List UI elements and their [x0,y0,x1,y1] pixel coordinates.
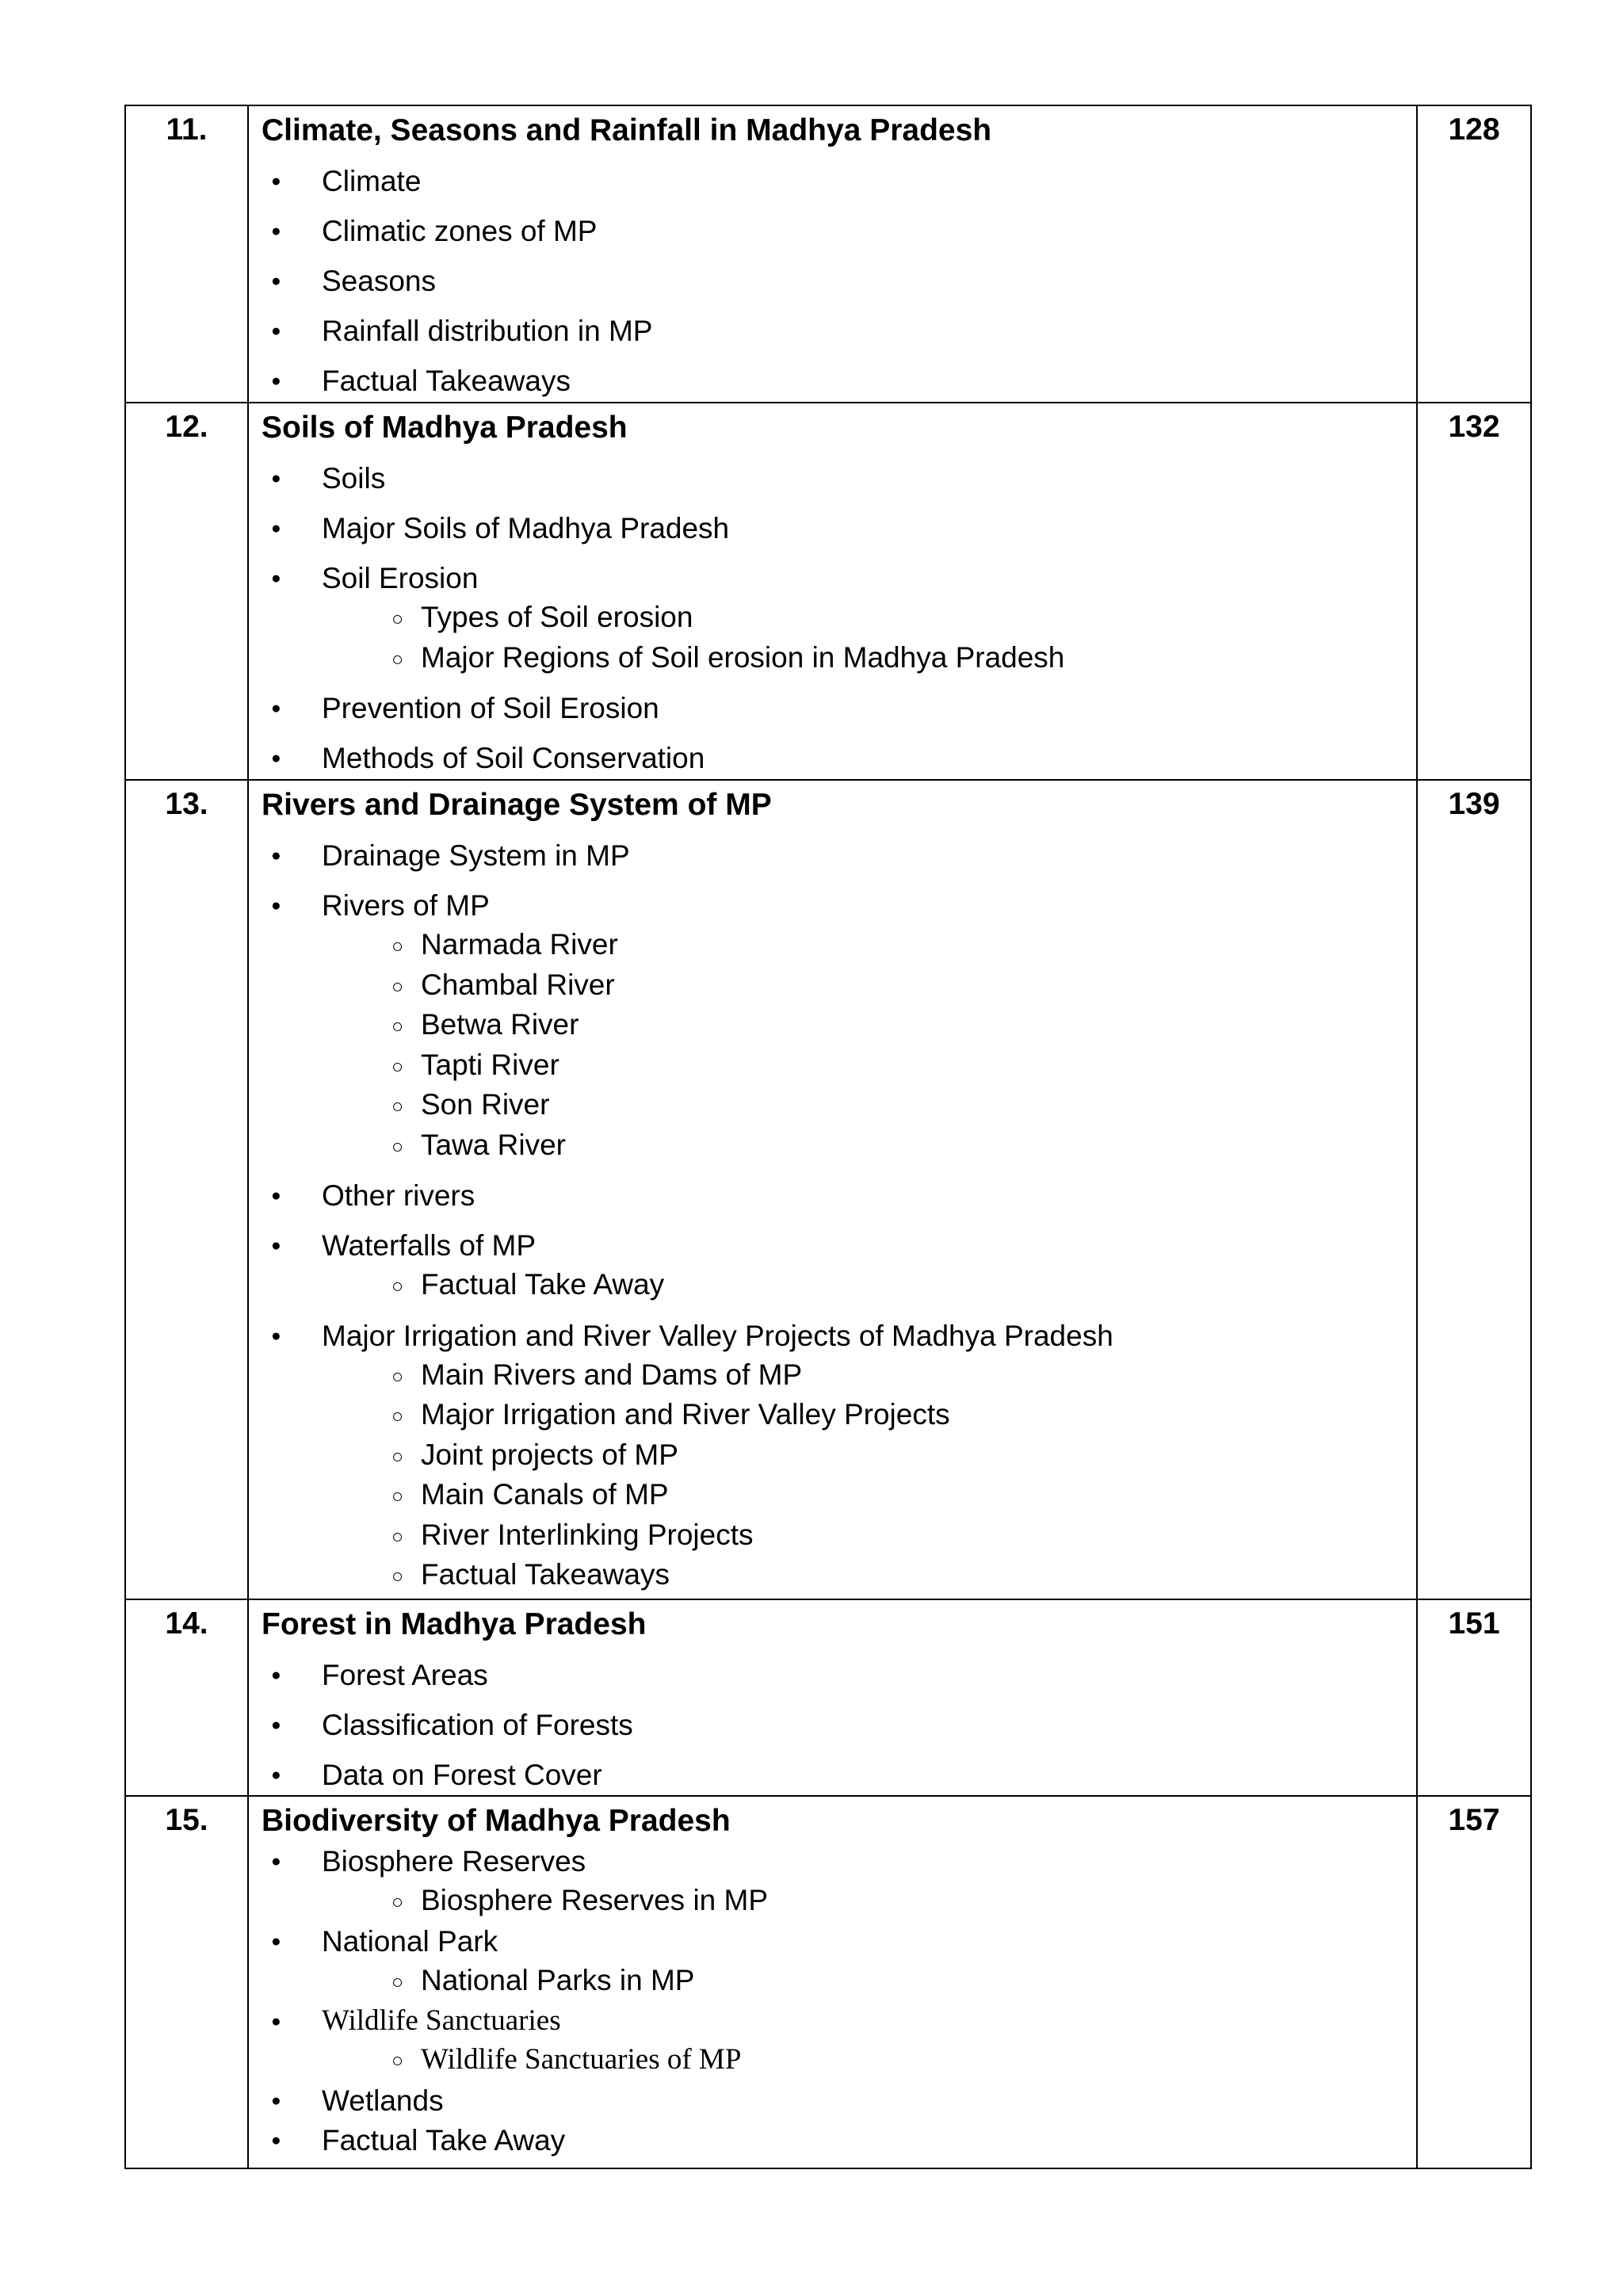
topic-item [262,2002,1408,2080]
toc-row [125,403,1531,780]
page-number: 157 [1417,1796,1531,2168]
subtopic-item: ○ Wildlife Sanctuaries of MP [322,2040,1408,2080]
topic-item [262,262,1408,300]
subtopic-item: ○ National Parks in MP [322,1961,1408,2001]
section-title: Biodiversity of Madhya Pradesh [262,1804,731,1838]
topic-item [262,1756,1408,1794]
toc-row [125,780,1531,1599]
toc-row [125,1599,1531,1796]
topic-label: Climate [322,165,422,197]
topic-label: Drainage System in MP [322,839,630,872]
topic-item [262,2082,1408,2120]
topic-list [262,460,1408,777]
topic-label: Classification of Forests [322,1709,633,1741]
topic-label: Factual Takeaways [322,365,571,397]
topic-item [262,162,1408,201]
subtopic-item: ○ Biosphere Reserves in MP [322,1881,1408,1921]
subtopic-item: ○ Son River [322,1085,1408,1125]
topic-label: Soils [322,462,386,495]
subtopic-item: ○ Main Rivers and Dams of MP [322,1355,1408,1396]
subtopic-item: ○ Betwa River [322,1005,1408,1045]
topic-list [262,1843,1408,2160]
section-title: Climate, Seasons and Rainfall in Madhya Pradesh [262,113,992,147]
topic-label: Methods of Soil Conservation [322,742,705,774]
subtopic-item: ○ Factual Takeaways [322,1555,1408,1595]
topic-label: Major Irrigation and River Valley Projects of Madhya Pradesh [322,1319,1113,1352]
topic-item [262,312,1408,350]
topic-item [262,887,1408,1165]
subtopic-item: ○ Types of Soil erosion [322,598,1408,638]
subtopic-item: ○ Major Regions of Soil erosion in Madhya Pradesh [322,638,1408,678]
subtopic-item: ○ Narmada River [322,925,1408,965]
topic-label: Prevention of Soil Erosion [322,692,659,724]
section-title: Forest in Madhya Pradesh [262,1607,647,1641]
page-number: 132 [1417,403,1531,780]
topic-label: Data on Forest Cover [322,1759,602,1791]
topic-item [262,510,1408,548]
section-title: Soils of Madhya Pradesh [262,411,628,445]
topic-item [262,1656,1408,1694]
subtopic-list [322,925,1408,1165]
subtopic-list [322,1355,1408,1595]
page-number: 139 [1417,780,1531,1599]
topic-list [262,837,1408,1595]
section-content [248,1599,1417,1796]
subtopic-item: ○ Factual Take Away [322,1265,1408,1305]
subtopic-item: ○ Tapti River [322,1045,1408,1086]
topic-label: Rivers of MP [322,889,490,922]
topic-label: National Park [322,1924,498,1958]
section-number: 15. [125,1796,248,2168]
topic-label: Major Soils of Madhya Pradesh [322,512,730,544]
toc-row [125,105,1531,403]
subtopic-list [322,2040,1408,2080]
topic-label: Factual Take Away [322,2123,566,2157]
subtopic-item: ○ Tawa River [322,1125,1408,1166]
topic-label: Soil Erosion [322,562,479,594]
topic-item [262,460,1408,498]
topic-label: Forest Areas [322,1659,488,1691]
section-number: 12. [125,403,248,780]
topic-item [262,212,1408,250]
page-number: 151 [1417,1599,1531,1796]
subtopic-list [322,1961,1408,2001]
subtopic-item: ○ Major Irrigation and River Valley Projects [322,1395,1408,1435]
section-title: Rivers and Drainage System of MP [262,788,772,822]
topic-label: Biosphere Reserves [322,1845,586,1878]
topic-item [262,1317,1408,1595]
subtopic-list [322,1881,1408,1921]
topic-item [262,837,1408,875]
subtopic-item: ○ River Interlinking Projects [322,1515,1408,1556]
section-content [248,105,1417,403]
topic-label: Climatic zones of MP [322,215,598,247]
topic-label: Other rivers [322,1179,475,1212]
topic-list [262,1656,1408,1794]
subtopic-item: ○ Main Canals of MP [322,1475,1408,1515]
topic-item [262,362,1408,400]
section-content [248,780,1417,1599]
subtopic-item: ○ Joint projects of MP [322,1435,1408,1476]
topic-item [262,1923,1408,2001]
toc-row [125,1796,1531,2168]
section-content [248,403,1417,780]
topic-label: Wetlands [322,2084,444,2117]
topic-list [262,162,1408,400]
topic-item [262,1843,1408,1921]
subtopic-list [322,598,1408,678]
topic-item [262,1706,1408,1744]
subtopic-item: ○ Chambal River [322,965,1408,1006]
topic-label: Rainfall distribution in MP [322,315,653,347]
section-number: 13. [125,780,248,1599]
topic-label: Wildlife Sanctuaries [322,2004,561,2037]
section-number: 14. [125,1599,248,1796]
section-number: 11. [125,105,248,403]
subtopic-list [322,1265,1408,1305]
topic-item [262,739,1408,777]
topic-item [262,690,1408,728]
page-number: 128 [1417,105,1531,403]
topic-label: Seasons [322,265,436,297]
section-content [248,1796,1417,2168]
topic-item [262,1177,1408,1215]
topic-item [262,2122,1408,2160]
topic-label: Waterfalls of MP [322,1229,537,1262]
toc-body [125,105,1531,2168]
table-of-contents [124,105,1532,2169]
topic-item [262,560,1408,678]
topic-item [262,1227,1408,1305]
